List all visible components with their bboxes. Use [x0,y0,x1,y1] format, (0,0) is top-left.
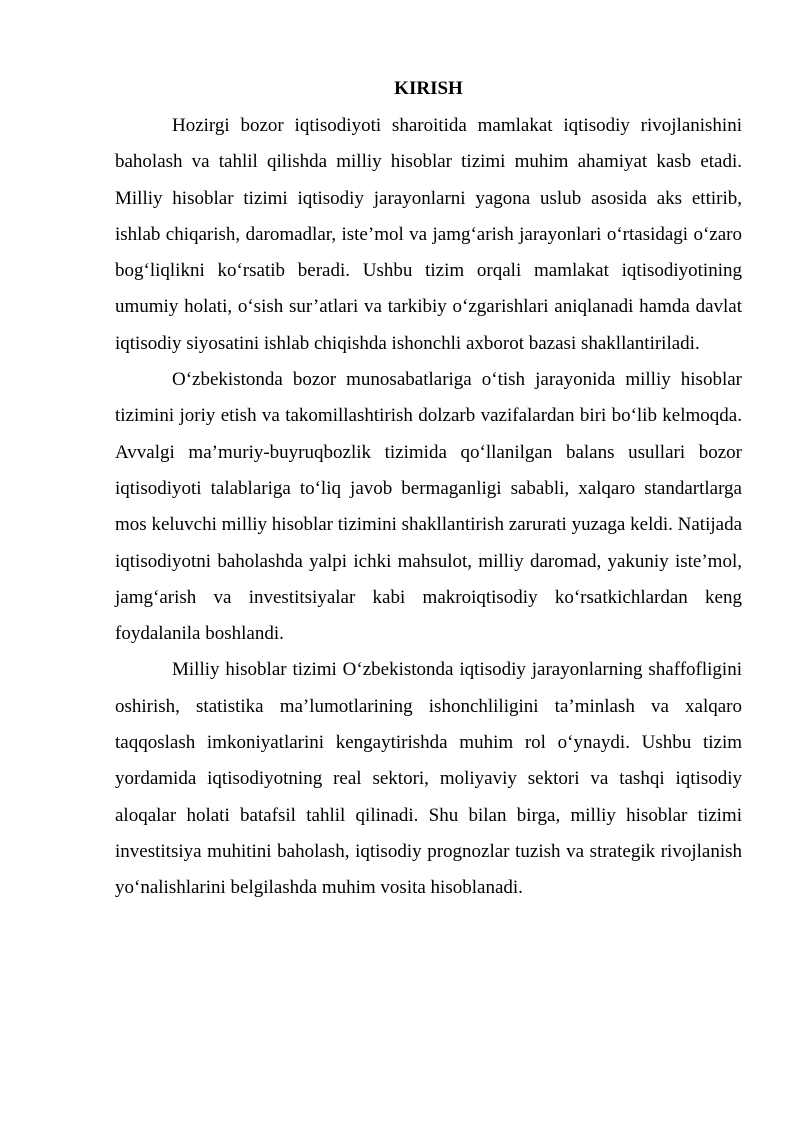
paragraph-3: Milliy hisoblar tizimi O‘zbekistonda iqtisodiy jarayonlarning shaffofligini oshirish, statistika ma’lumotlarining ishonchliligini ta’minlash va xalqaro taqqoslash imkoniyatlarini kengaytirishda muhim rol o‘ynaydi. Ushbu tizim yordamida iqtisodiyotning real sektori, moliyaviy sektori va tashqi iqtisodiy aloqalar holati batafsil tahlil qilinadi. Shu bilan birga, milliy hisoblar tizimi investitsiya muhitini baholash, iqtisodiy prognozlar tuzish va strategik rivojlanish yo‘nalishlarini belgilashda muhim vosita hisoblanadi. [115,659,742,899]
document-body [115,70,742,907]
paragraph-2: O‘zbekistonda bozor munosabatlariga o‘tish jarayonida milliy hisoblar tizimini joriy etish va takomillashtirish dolzarb vazifalardan biri bo‘lib kelmoqda. Avvalgi ma’muriy-buyruqbozlik tizimida qo‘llanilgan balans usullari bozor iqtisodiyoti talablariga to‘liq javob bermaganligi sababli, xalqaro standartlarga mos keluvchi milliy hisoblar tizimini shakllantirish zarurati yuzaga keldi. Natijada iqtisodiyotni baholashda yalpi ichki mahsulot, milliy daromad, yakuniy iste’mol, jamg‘arish va investitsiyalar kabi makroiqtisodiy ko‘rsatkichlardan keng foydalanila boshlandi. [115,369,742,645]
paragraph-1: Hozirgi bozor iqtisodiyoti sharoitida mamlakat iqtisodiy rivojlanishini baholash va tahlil qilishda milliy hisoblar tizimi muhim ahamiyat kasb etadi. Milliy hisoblar tizimi iqtisodiy jarayonlarni yagona uslub asosida aks ettirib, ishlab chiqarish, daromadlar, iste’mol va jamg‘arish jarayonlari o‘rtasidagi o‘zaro bog‘liqlikni ko‘rsatib beradi. Ushbu tizim orqali mamlakat iqtisodiyotining umumiy holati, o‘sish sur’atlari va tarkibiy o‘zgarishlari aniqlanadi hamda davlat iqtisodiy siyosatini ishlab chiqishda ishonchli axborot bazasi shakllantiriladi. [115,115,742,354]
section-title: KIRISH [394,78,463,99]
